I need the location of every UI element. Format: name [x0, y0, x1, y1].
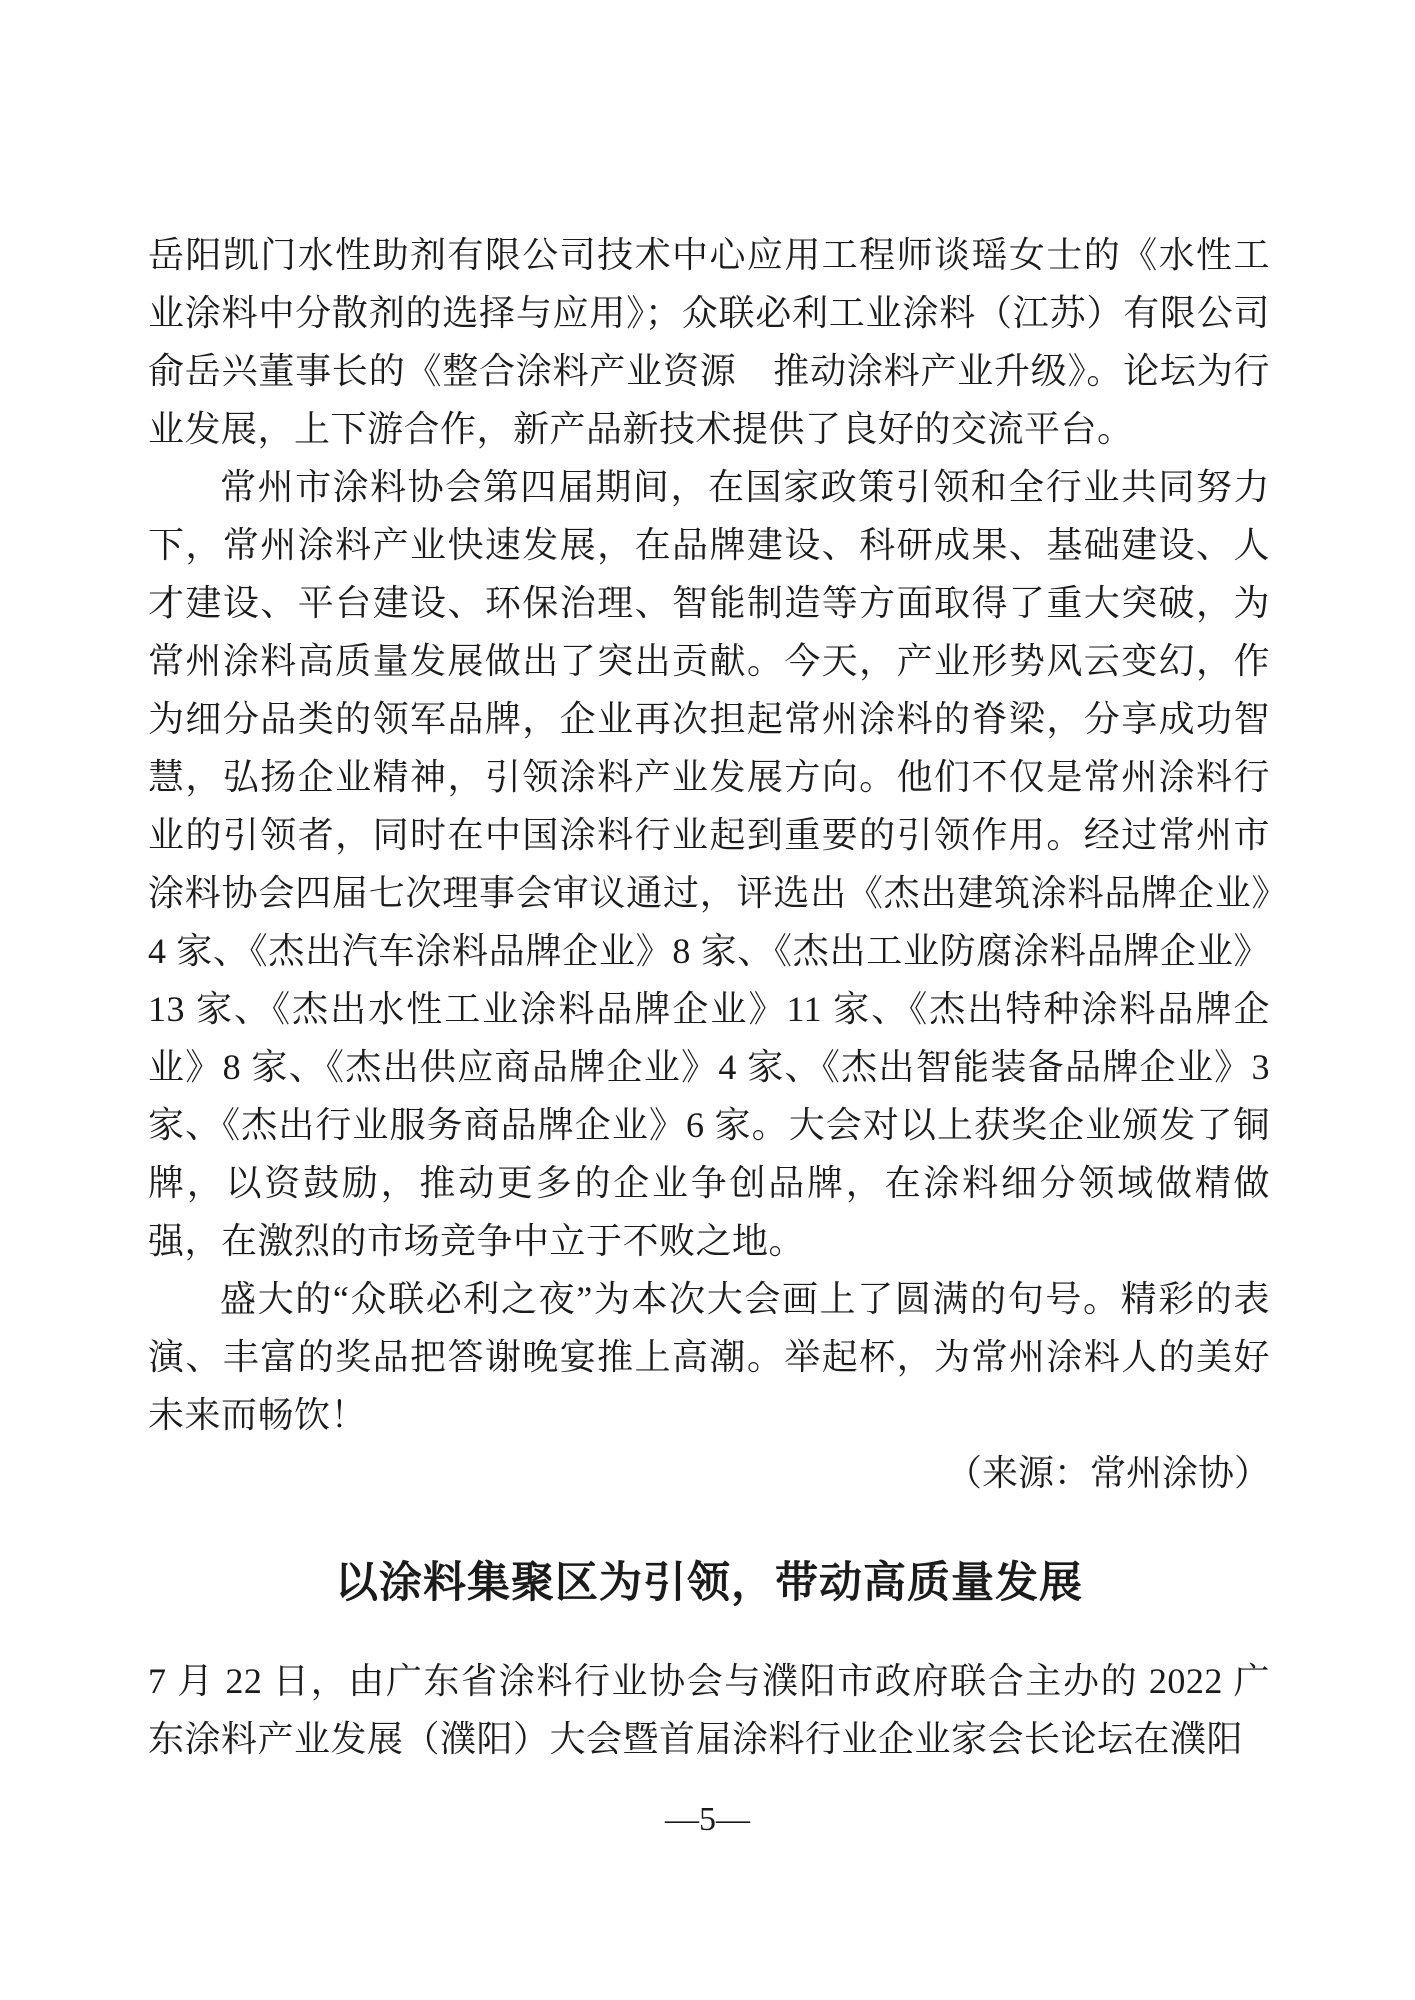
paragraph-continuation: 岳阳凯门水性助剂有限公司技术中心应用工程师谈瑶女士的《水性工业涂料中分散剂的选择与应用》；众联必利工业涂料（江苏）有限公司俞岳兴董事长的《整合涂料产业资源 推动涂料产业升级》。论坛为行业发展，上下游合作，新产品新技术提供了良好的交流平台。: [148, 235, 1270, 449]
paragraph-guangdong-conference: 7 月 22 日，由广东省涂料行业协会与濮阳市政府联合主办的 2022 广东涂料产业发展（濮阳）大会暨首届涂料行业企业家会长论坛在濮阳: [148, 1661, 1270, 1759]
text-block: [148, 226, 1270, 1768]
paragraph-gala-night: 盛大的“众联必利之夜”为本次大会画上了圆满的句号。精彩的表演、丰富的奖品把答谢晚宴推上高潮。举起杯，为常州涂料人的美好未来而畅饮！: [148, 1279, 1270, 1435]
paragraph-association-review: 常州市涂料协会第四届期间，在国家政策引领和全行业共同努力下，常州涂料产业快速发展，在品牌建设、科研成果、基础建设、人才建设、平台建设、环保治理、智能制造等方面取得了重大突破，为常州涂料高质量发展做出了突出贡献。今天，产业形势风云变幻，作为细分品类的领军品牌，企业再次担起常州涂料的脊梁，分享成功智慧，弘扬企业精神，引领涂料产业发展方向。他们不仅是常州涂料行业的引领者，同时在中国涂料行业起到重要的引领作用。经过常州市涂料协会四届七次理事会审议通过，评选出《杰出建筑涂料品牌企业》4 家、《杰出汽车涂料品牌企业》8 家、《杰出工业防腐涂料品牌企业》13 家、《杰出水性工业涂料品牌企业》11 家、《杰出特种涂料品牌企业》8 家、《杰出供应商品牌企业》4 家、《杰出智能装备品牌企业》3 家、《杰出行业服务商品牌企业》6 家。大会对以上获奖企业颁发了铜牌，以资鼓励，推动更多的企业争创品牌，在涂料细分领域做精做强，在激烈的市场竞争中立于不败之地。: [148, 467, 1270, 1261]
source-attribution: （来源：常州涂协）: [945, 1453, 1270, 1493]
section-heading: 以涂料集聚区为引领，带动高质量发展: [335, 1560, 1083, 1607]
page-number: —5—: [665, 1801, 750, 1838]
